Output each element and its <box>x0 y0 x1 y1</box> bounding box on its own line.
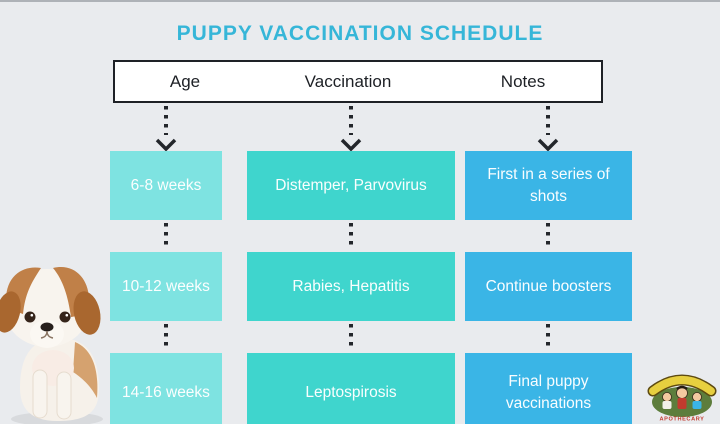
notes-cell <box>465 151 632 220</box>
column-header-age: Age <box>169 72 201 91</box>
vaccination-cell <box>247 252 455 321</box>
vaccination-cell <box>247 353 455 424</box>
vaccination-cell <box>247 151 455 220</box>
arrow-down-icon <box>539 106 557 149</box>
column-header-notes: Notes <box>500 72 546 91</box>
notes-text: First in a series of shots <box>487 165 610 205</box>
age-text: 14-16 weeks <box>122 384 210 402</box>
dotted-connector <box>166 223 548 250</box>
notes-text: Final puppy vaccinations <box>505 373 592 412</box>
arrow-down-icon <box>157 106 175 149</box>
notes-cell <box>465 252 632 321</box>
column-header-vaccination: Vaccination <box>304 72 392 91</box>
age-cell <box>110 151 222 220</box>
logo-text: APOTHECARY <box>659 416 705 423</box>
dotted-connector <box>166 324 548 351</box>
age-cell <box>110 353 222 424</box>
vaccination-text: Rabies, Hepatitis <box>292 277 410 295</box>
age-text: 6-8 weeks <box>130 176 202 194</box>
vaccination-text: Leptospirosis <box>305 384 397 402</box>
notes-text: Continue boosters <box>485 277 612 295</box>
page-title: PUPPY VACCINATION SCHEDULE <box>176 22 544 45</box>
apothecary-logo <box>646 369 718 424</box>
vaccination-text: Distemper, Parvovirus <box>275 176 427 194</box>
arrow-down-icon <box>342 106 360 149</box>
age-text: 10-12 weeks <box>122 277 210 295</box>
puppy-illustration <box>0 238 126 424</box>
age-cell <box>110 252 222 321</box>
notes-cell <box>465 353 632 424</box>
